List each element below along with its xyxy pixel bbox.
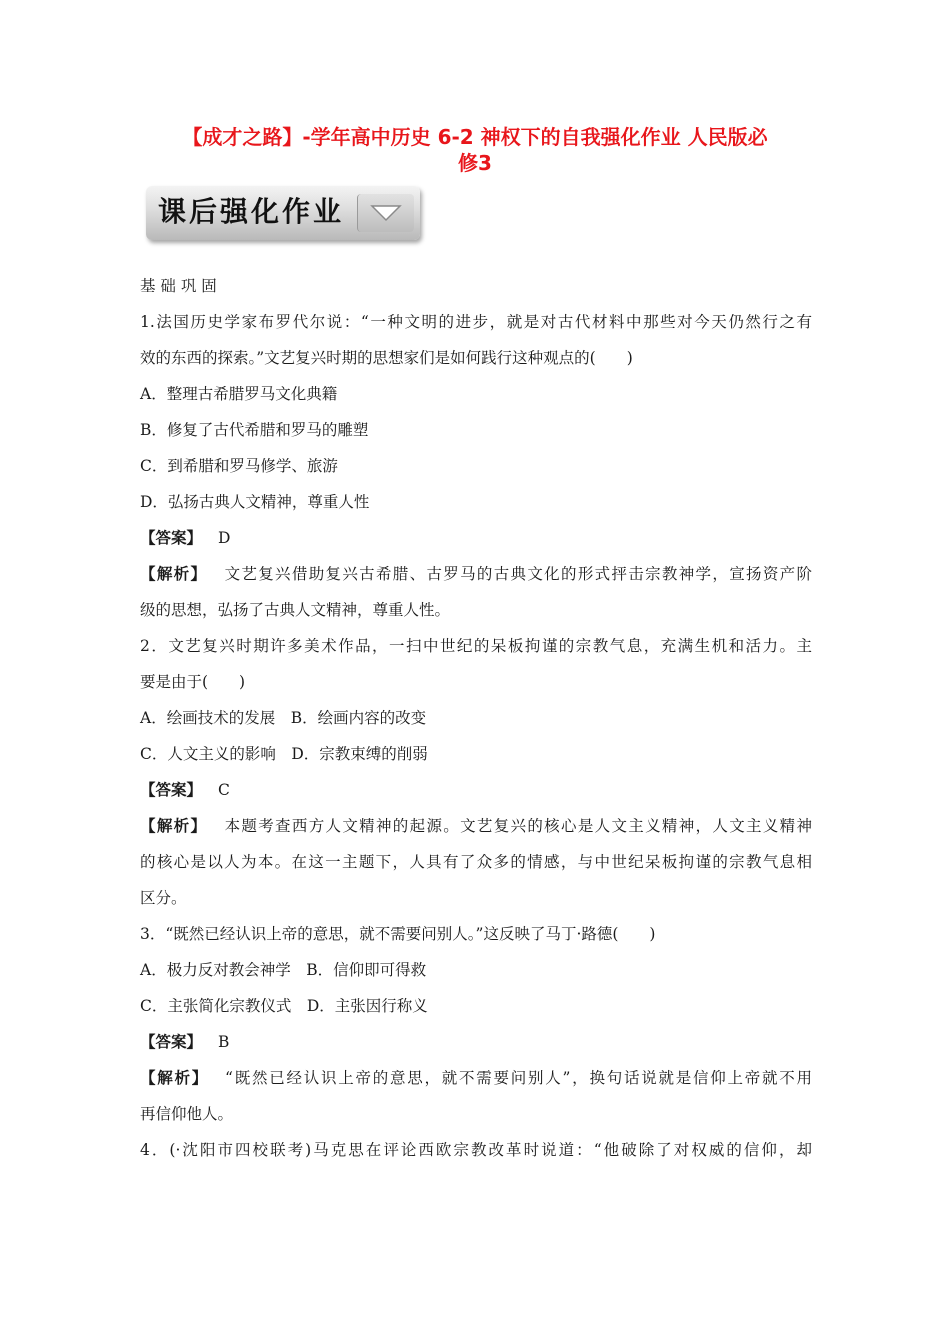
- q2-analysis-line-2: 的核心是以人为本。在这一主题下，人具有了众多的情感，与中世纪呆板拘谨的宗教气息相: [140, 853, 812, 871]
- q1-analysis-line-2: 级的思想，弘扬了古典人文精神，尊重人性。: [140, 601, 451, 619]
- q3-options-row-1: A．极力反对教会神学 B．信仰即可得救: [140, 961, 427, 979]
- q1-stem-line-1: 1.法国历史学家布罗代尔说：“一种文明的进步，就是对古代材料中那些对今天仍然行之有: [140, 313, 812, 331]
- title-line-1: 【成才之路】-学年高中历史 6-2 神权下的自我强化作业 人民版必: [182, 125, 768, 149]
- q3-answer: [140, 1026, 812, 1062]
- q2-answer: [140, 774, 812, 810]
- answer-label: 【答案】: [140, 1032, 203, 1051]
- q1-answer-value: D: [218, 529, 231, 547]
- q2-options-row-2: C．人文主义的影响 D．宗教束缚的削弱: [140, 745, 428, 763]
- analysis-label: 【解析】: [140, 564, 208, 583]
- answer-label: 【答案】: [140, 780, 203, 799]
- section-heading: 基 础 巩 固: [140, 277, 217, 295]
- q3-analysis-line-1: [140, 1062, 812, 1098]
- q1-option-b: B．修复了古代希腊和罗马的雕塑: [140, 421, 369, 439]
- q1-option-c: C．到希腊和罗马修学、旅游: [140, 457, 338, 475]
- chevron-down-icon: [370, 202, 402, 224]
- section-banner: [146, 186, 420, 240]
- document-title: [140, 124, 810, 176]
- q3-stem-line-1: 3．“既然已经认识上帝的意思，就不需要问别人。”这反映了马丁·路德( ): [140, 925, 656, 943]
- analysis-label: 【解析】: [140, 1068, 210, 1087]
- q1-answer: [140, 522, 812, 558]
- document-body: [140, 270, 812, 1170]
- q3-analysis-text-1: “既然已经认识上帝的意思，就不需要问别人”，换句话说就是信仰上帝就不用: [225, 1069, 812, 1087]
- banner-label: 课后强化作业: [158, 195, 345, 228]
- q1-option-d: D．弘扬古典人文精神，尊重人性: [140, 493, 370, 511]
- answer-label: 【答案】: [140, 528, 203, 547]
- q2-analysis-line-3: 区分。: [140, 889, 187, 907]
- banner-dropdown-button: [357, 194, 414, 232]
- q3-answer-value: B: [218, 1033, 230, 1051]
- q2-analysis-line-1: [140, 810, 812, 846]
- q4-stem-line-1: 4．(·沈阳市四校联考)马克思在评论西欧宗教改革时说道：“他破除了对权威的信仰，却: [140, 1141, 812, 1159]
- q1-analysis-text-1: 文艺复兴借助复兴古希腊、古罗马的古典文化的形式抨击宗教神学，宣扬资产阶: [223, 565, 812, 583]
- q2-stem-line-2: 要是由于( ): [140, 673, 246, 691]
- title-line-2: 修3: [458, 151, 492, 175]
- q1-option-a: A．整理古希腊罗马文化典籍: [140, 385, 338, 403]
- analysis-label: 【解析】: [140, 816, 208, 835]
- q1-analysis-line-1: [140, 558, 812, 594]
- q2-answer-value: C: [218, 781, 230, 799]
- q2-analysis-text-1: 本题考查西方人文精神的起源。文艺复兴的核心是人文主义精神，人文主义精神: [223, 817, 812, 835]
- q3-analysis-line-2: 再信仰他人。: [140, 1105, 234, 1123]
- q1-stem-line-2: 效的东西的探索。”文艺复兴时期的思想家们是如何践行这种观点的( ): [140, 349, 633, 367]
- q3-options-row-2: C．主张简化宗教仪式 D．主张因行称义: [140, 997, 428, 1015]
- q2-stem-line-1: 2．文艺复兴时期许多美术作品，一扫中世纪的呆板拘谨的宗教气息，充满生机和活力。主: [140, 637, 812, 655]
- q2-options-row-1: A．绘画技术的发展 B．绘画内容的改变: [140, 709, 427, 727]
